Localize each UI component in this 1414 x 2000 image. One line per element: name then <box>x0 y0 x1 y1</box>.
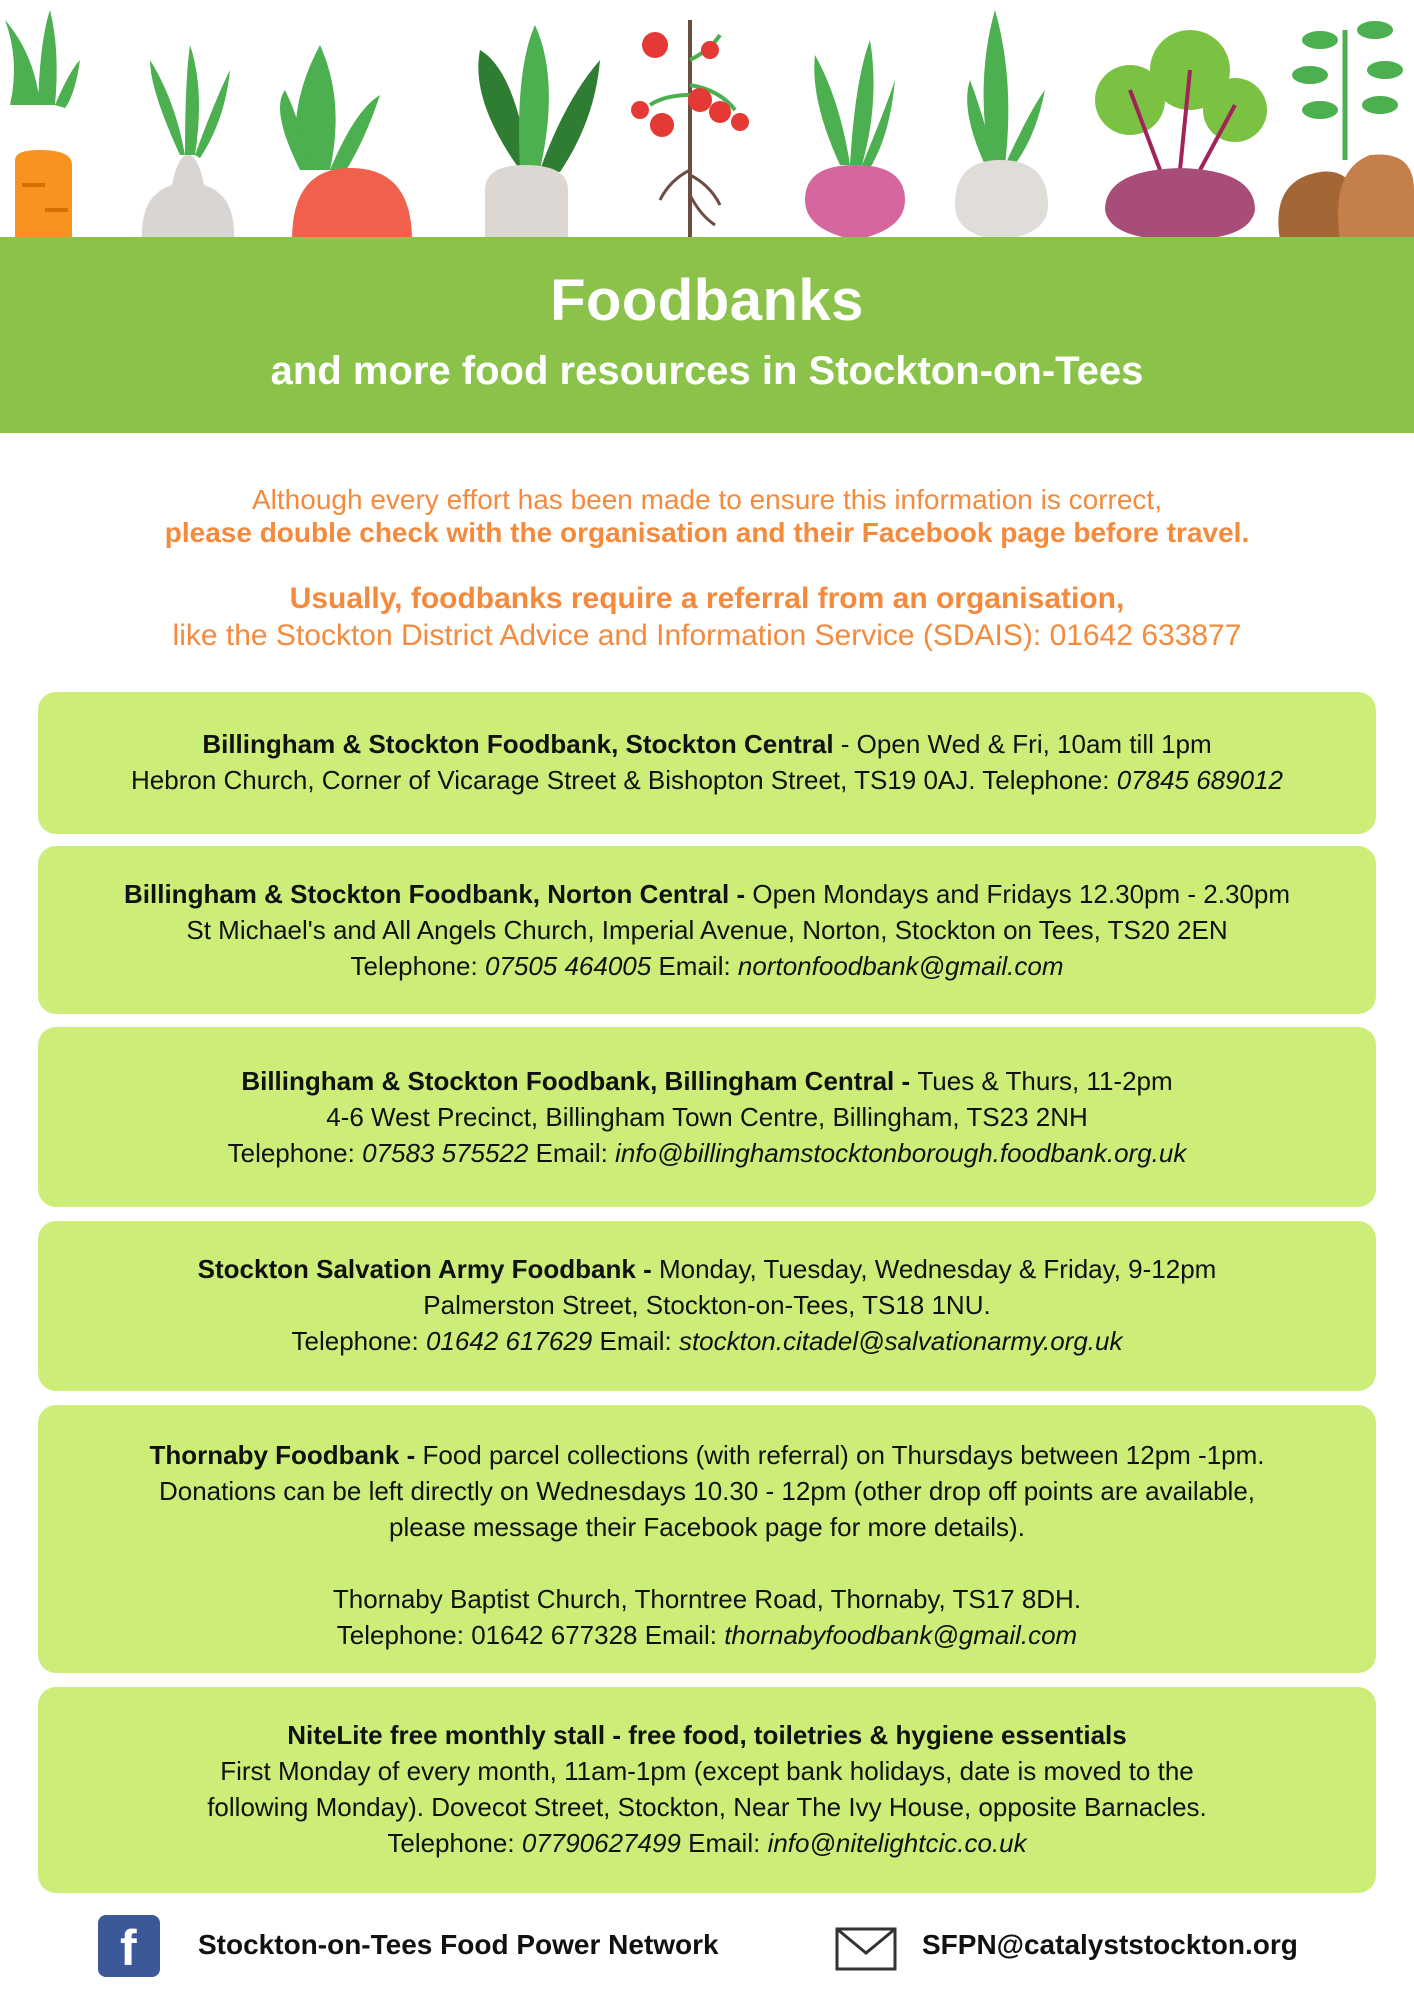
beetroot-icon <box>1095 30 1267 240</box>
email-label: Email: <box>528 1138 616 1168</box>
card-contact <box>38 1135 1376 1171</box>
card-heading <box>38 1251 1376 1287</box>
foodbank-card-thornaby <box>38 1405 1376 1673</box>
opening-hours: Monday, Tuesday, Wednesday & Friday, 9-12pm <box>658 1254 1217 1284</box>
page-title: Foodbanks <box>550 268 864 333</box>
email-label: Email: <box>680 1828 768 1858</box>
carrot-icon <box>5 10 80 240</box>
foodbank-card-salvation-army <box>38 1221 1376 1391</box>
card-heading <box>38 1063 1376 1099</box>
foodbank-name: Stockton Salvation Army Foodbank - <box>197 1254 659 1284</box>
opening-hours: Tues & Thurs, 11-2pm <box>917 1066 1173 1096</box>
referral-contact: like the Stockton District Advice and Information Service (SDAIS): 01642 633877 <box>172 619 1242 652</box>
potato-icon <box>1278 21 1414 240</box>
phone-number: 07505 464005 <box>484 951 652 981</box>
phone-label: Telephone: <box>387 1828 522 1858</box>
description: First Monday of every month, 11am-1pm (except bank holidays, date is moved to the <box>220 1756 1194 1786</box>
card-heading <box>38 726 1376 762</box>
description: Donations can be left directly on Wednesdays 10.30 - 12pm (other drop off points are available, <box>158 1476 1256 1506</box>
foodbank-card-norton-central <box>38 846 1376 1014</box>
disclaimer-emphasis: please double check with the organisation and their Facebook page before travel. <box>164 517 1250 548</box>
title-banner <box>0 237 1414 433</box>
card-heading <box>38 1437 1376 1473</box>
referral-notice: Usually, foodbanks require a referral from an organisation, <box>289 582 1125 615</box>
foodbank-name: Billingham & Stockton Foodbank, Norton Central - <box>124 879 753 909</box>
disclaimer-line: Although every effort has been made to ensure this information is correct, <box>252 484 1162 515</box>
description: please message their Facebook page for more details). <box>389 1512 1025 1542</box>
card-heading <box>38 876 1376 912</box>
phone-and-email-label: Telephone: 01642 677328 Email: <box>336 1620 725 1650</box>
email-address[interactable]: thornabyfoodbank@gmail.com <box>724 1620 1078 1650</box>
card-heading <box>38 1717 1376 1753</box>
spacer <box>38 1545 1376 1581</box>
leek-icon <box>478 25 600 240</box>
phone-label: Telephone: <box>227 1138 363 1168</box>
phone-number: 07790627499 <box>521 1828 681 1858</box>
tomato-plant-icon <box>631 20 749 240</box>
vegetable-illustrations <box>0 0 1414 240</box>
card-contact <box>38 1617 1376 1653</box>
card-contact <box>38 948 1376 984</box>
turnip-icon <box>955 10 1048 240</box>
foodbank-card-stockton-central <box>38 692 1376 834</box>
page-subtitle: and more food resources in Stockton-on-Tees <box>270 349 1144 393</box>
contact-email[interactable]: SFPN@catalyststockton.org <box>922 1929 1298 1960</box>
email-address[interactable]: info@nitelightcic.co.uk <box>767 1828 1027 1858</box>
opening-hours: - Open Wed & Fri, 10am till 1pm <box>833 729 1212 759</box>
description: following Monday). Dovecot Street, Stockton, Near The Ivy House, opposite Barnacles. <box>207 1792 1207 1822</box>
footer <box>0 1915 1414 1975</box>
email-address[interactable]: info@billinghamstocktonborough.foodbank.org.uk <box>615 1138 1187 1168</box>
foodbank-name: Thornaby Foodbank - <box>149 1440 423 1470</box>
opening-hours: Open Mondays and Fridays 12.30pm - 2.30pm <box>752 879 1290 909</box>
email-label: Email: <box>592 1326 679 1356</box>
card-contact <box>38 1323 1376 1359</box>
foodbank-name: Billingham & Stockton Foodbank, Stockton Central <box>202 729 834 759</box>
address: Thornaby Baptist Church, Thorntree Road, Thornaby, TS17 8DH. <box>332 1584 1082 1614</box>
envelope-icon <box>835 1927 897 1971</box>
radish-icon <box>280 45 412 240</box>
foodbank-name: Billingham & Stockton Foodbank, Billingham Central - <box>241 1066 918 1096</box>
phone-number: 07583 575522 <box>362 1138 529 1168</box>
address: Hebron Church, Corner of Vicarage Street & Bishopton Street, TS19 0AJ. Telephone: <box>131 765 1117 795</box>
foodbank-card-billingham-central <box>38 1027 1376 1207</box>
email-address[interactable]: nortonfoodbank@gmail.com <box>737 951 1064 981</box>
beet-icon <box>805 40 905 240</box>
facebook-icon[interactable]: f <box>98 1915 160 1977</box>
foodbank-card-nitelite <box>38 1687 1376 1893</box>
phone-label: Telephone: <box>291 1326 426 1356</box>
address: 4-6 West Precinct, Billingham Town Centre, Billingham, TS23 2NH <box>326 1102 1088 1132</box>
card-contact <box>38 1825 1376 1861</box>
address: St Michael's and All Angels Church, Imperial Avenue, Norton, Stockton on Tees, TS20 2EN <box>186 915 1228 945</box>
phone-label: Telephone: <box>350 951 485 981</box>
phone-number: 01642 617629 <box>425 1326 593 1356</box>
opening-hours: Food parcel collections (with referral) on Thursdays between 12pm -1pm. <box>422 1440 1265 1470</box>
email-label: Email: <box>651 951 738 981</box>
email-address[interactable]: stockton.citadel@salvationarmy.org.uk <box>678 1326 1123 1356</box>
phone-number: 07845 689012 <box>1116 765 1283 795</box>
card-address <box>38 762 1376 798</box>
address: Palmerston Street, Stockton-on-Tees, TS18 1NU. <box>423 1290 991 1320</box>
network-name[interactable]: Stockton-on-Tees Food Power Network <box>198 1929 719 1960</box>
garlic-icon <box>142 45 234 240</box>
foodbank-name: NiteLite free monthly stall - free food, toiletries & hygiene essentials <box>287 1720 1127 1750</box>
